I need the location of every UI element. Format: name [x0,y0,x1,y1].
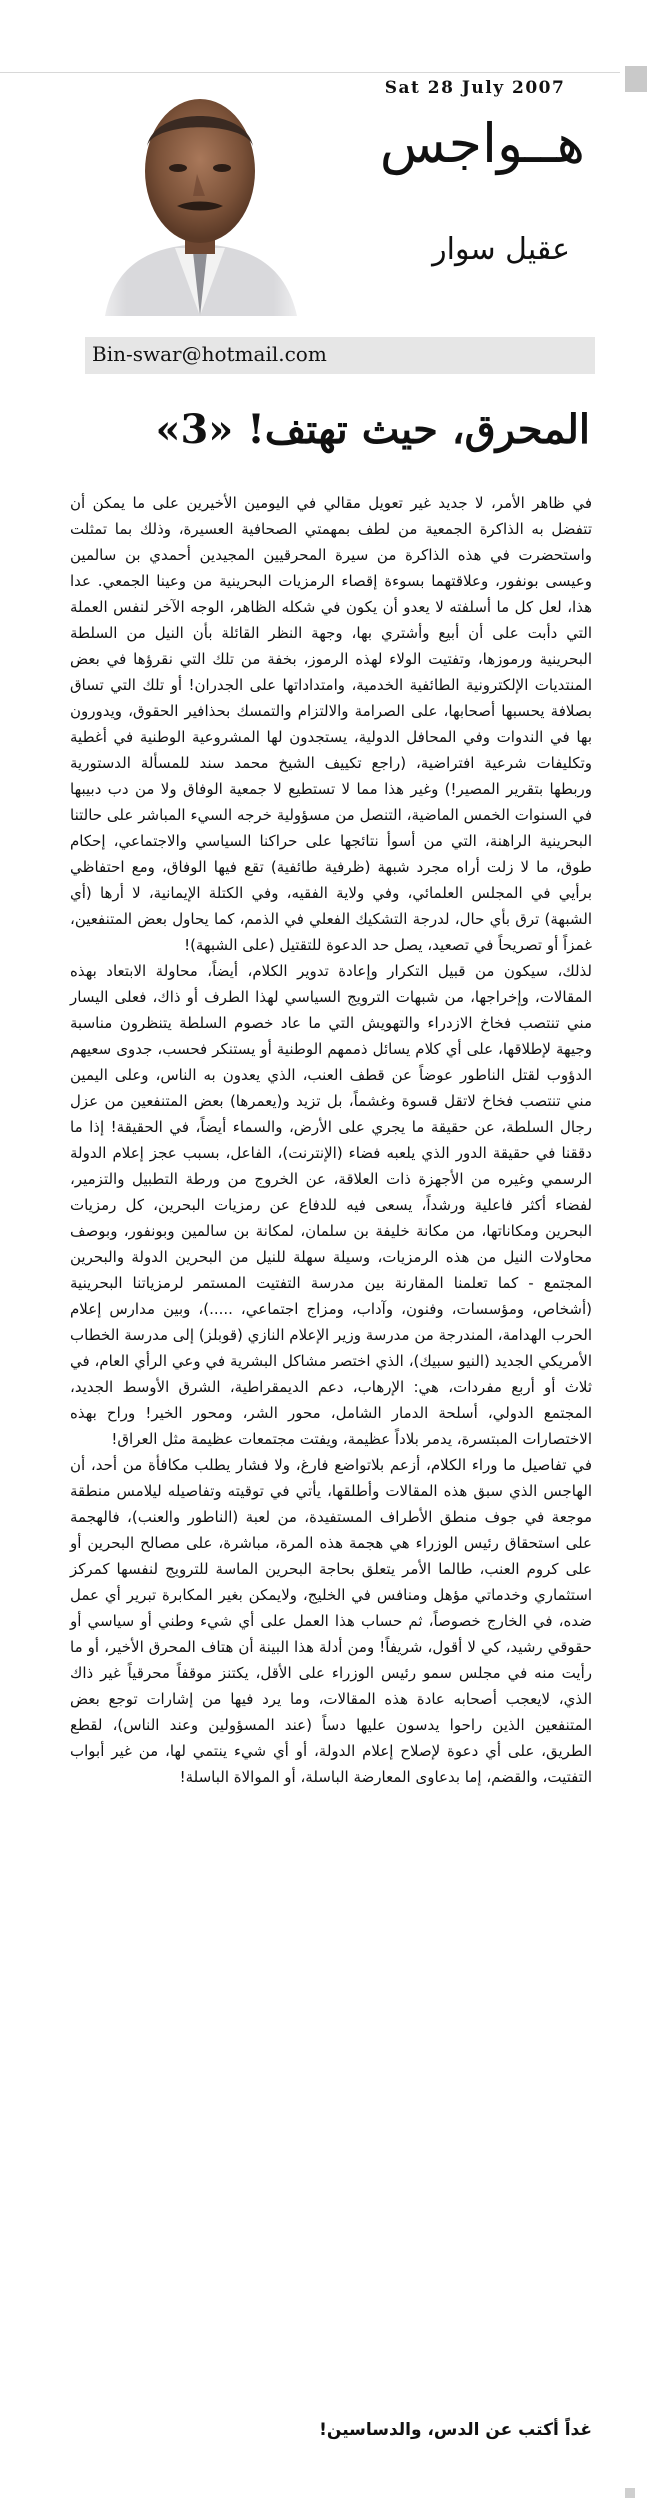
article-signoff: غداً أكتب عن الدس، والدساسين! [319,2420,592,2440]
author-email[interactable]: Bin-swar@hotmail.com [92,342,327,366]
publication-date: Sat 28 July 2007 [384,78,566,98]
article-paragraph: في تفاصيل ما وراء الكلام، أزعم بلاتواضع فارغ، ولا فشار يطلب مكافأة من أحد، أن الهاجس الذي سبق هذه المقالات وأطلقها، يأتي في توقيته وتفاصيله ليلامس منطقة موجعة في جوف منطق الأطراف المستفيدة، من لعبة (الناطور والعنب)، فالهجمة على استحقاق رئيس الوزراء هي هجمة هذه المرة، مباشرة، على مصالح البحرين أو على كروم العنب، طالما الأمر يتعلق بحاجة البحرين الماسة للترويج لنفسها كمركز استثماري وخدماتي مؤهل ومنافس في الخليج، ولايمكن بغير المكابرة تبرير أي عمل ضده، في الخارج خصوصاً، ثم حساب هذا العمل على أي شيء وطني أو سياسي أو حقوقي رشيد، كي لا أقول، شريفاً! ومن أدلة هذا البينة أن هتاف المحرق الأخير، أو ما رأيت منه في مجلس سمو رئيس الوزراء على الأقل، يكتنز موقفاً محرقياً غير ذاك الذي، لايعجب أصحابه عادة هذه المقالات، وما يرد فيها من إشارات توجع بعض المتنفعين الذين راحوا يدسون عليها دساً (عند المسؤولين وعند الناس)، لقطع الطريق، على أي دعوة لإصلاح إعلام الدولة، أو أي شيء ينتمي لها، من غير أبواب التفتيت، والقضم، إما بدعاوى المعارضة الباسلة، أو الموالاة الباسلة! [70,1456,592,1786]
article-headline: المحرق، حيث تهتف! «3» [155,406,590,453]
top-rule [0,72,620,73]
side-marker [625,66,647,92]
article-body [70,490,592,1790]
column-title: هــواجس [379,112,585,175]
author-portrait [85,76,315,316]
article-paragraph: لذلك، سيكون من قبيل التكرار وإعادة تدوير الكلام، أيضاً، محاولة الابتعاد بهذه المقالات، وإخراجها، من شبهات الترويج السياسي لهذا الطرف أو ذاك، فعلى اليسار مني تنتصب فخاخ الازدراء والتهويش التي ما عاد خصوم السلطة يتنظرون مناسبة وجيهة لإطلاقها، على أي كلام يسائل ذممهم الوطنية أو يستنكر فحسب، جدوى سعيهم الدؤوب لقتل الناطور عوضاً عن قطف العنب، الذي يعدون به الناس، وعلى اليمين مني تنتصب فخاخ لاتقل قسوة وغشماً، بل تزيد و(يعمرها) بعض المتنفعين من عزل رجال السلطة، عن حقيقة ما يجري على الأرض، والسماء أيضاً، في الحقيقة! إذا ما دققنا في حقيقة الدور الذي يلعبه فضاء (الإنترنت)، الفاعل، بسبب عجز إعلام الدولة الرسمي وغيره من الأجهزة ذات العلاقة، عن الخروج من ورطة التطبيل والتزمير، لفضاء أكثر فاعلية ورشداً، يسعى فيه للدفاع عن رمزيات البحرين، كل رمزيات البحرين ومكاناتها، من مكانة خليفة بن سلمان، لمكانة بن سالمين وبونفور، وبوصف محاولات النيل من هذه الرمزيات، وسيلة سهلة للنيل من البحرين الدولة والبحرين المجتمع - كما تعلمنا المقارنة بين مدرسة التفتيت المستمر لرمزياتنا البحرينية (أشخاص، ومؤسسات، وفنون، وآداب، ومزاج اجتماعي، .....)، وبين مدارس إعلام الحرب الهدامة، المندرجة من مدرسة وزير الإعلام النازي (قوبلز) إلى مدرسة الخطاب الأمريكي الجديد (النيو سبيك)، الذي اختصر مشاكل البشرية في وعي الرأي العام، في ثلاث أو أربع مفردات، هي: الإرهاب، دعم الديمقراطية، الشرق الأوسط الجديد، المجتمع الدولي، أسلحة الدمار الشامل، محور الشر، ومحور الخير! وراح بهذه الاختصارات المبتسرة، يدمر بلاداً عظيمة، ويفتت مجتمعات عظيمة مثل العراق! [70,962,592,1448]
bottom-marker [625,2488,635,2498]
article-paragraph: في ظاهر الأمر، لا جديد غير تعويل مقالي في اليومين الأخيرين على ما يمكن أن تتفضل به الذاكرة الجمعية من لطف بمهمتي الصحافية العسيرة، وذلك بما تمثلت واستحضرت في هذه الذاكرة من سيرة المحرقيين المجيدين أحمدي بن سالمين وعيسى بونفور، وعلاقتهما بسوءة إقصاء الرمزيات البحرينية من وعينا الجمعي. عدا هذا، لعل كل ما أسلفته لا يعدو أن يكون في شكله الظاهر، الوجه الآخر لنفس العملة التي دأبت على أن أبيع وأشتري بها، وجهة النظر القائلة بأن النيل من السلطة البحرينية ورموزها، وتفتيت الولاء لهذه الرموز، بخفة من تلك التي نقرؤها في بعض المنتديات الإلكترونية الطائفية الخدمية، وامتداداتها على الجدران! أو تلك التي تساق بصلافة يحسبها أصحابها، على الصرامة والالتزام والتمسك بحذافير الحقوق، ويدورون بها في الندوات وفي المحافل الدولية، يستجدون لها المشروعية الوطنية في أغطية وتكليفات شرعية افتراضية، (راجع تكييف الشيخ محمد سند للمسألة الدستورية وربطها بتقرير المصير!) وغير هذا مما لا تستطيع لا جمعية الوفاق ولا من دب دبيبها في السنوات الخمس الماضية، التنصل من مسؤولية خرجه السيء المباشر على حالتنا البحرينية الراهنة، التي من أسوأ نتائجها على حراكنا السياسي والاجتماعي، إحكام طوق، ما لا زلت أراه مجرد شبهة (ظرفية طائفية) تقع فيها الوفاق، ومع احتفاظي برأيي في المجلس العلمائي، وفي ولاية الفقيه، وفي الكتلة الإيمانية، لا أرها (أي الشبهة) ترق بأي حال، لدرجة التشكيك الفعلي في الذمم، كما يحاول بعض المتنفعين، غمزاً أو تصريحاً في تصعيد، يصل حد الدعوة للتقتيل (على الشبهة)! [70,494,592,954]
author-name: عقيل سوار [432,232,570,267]
